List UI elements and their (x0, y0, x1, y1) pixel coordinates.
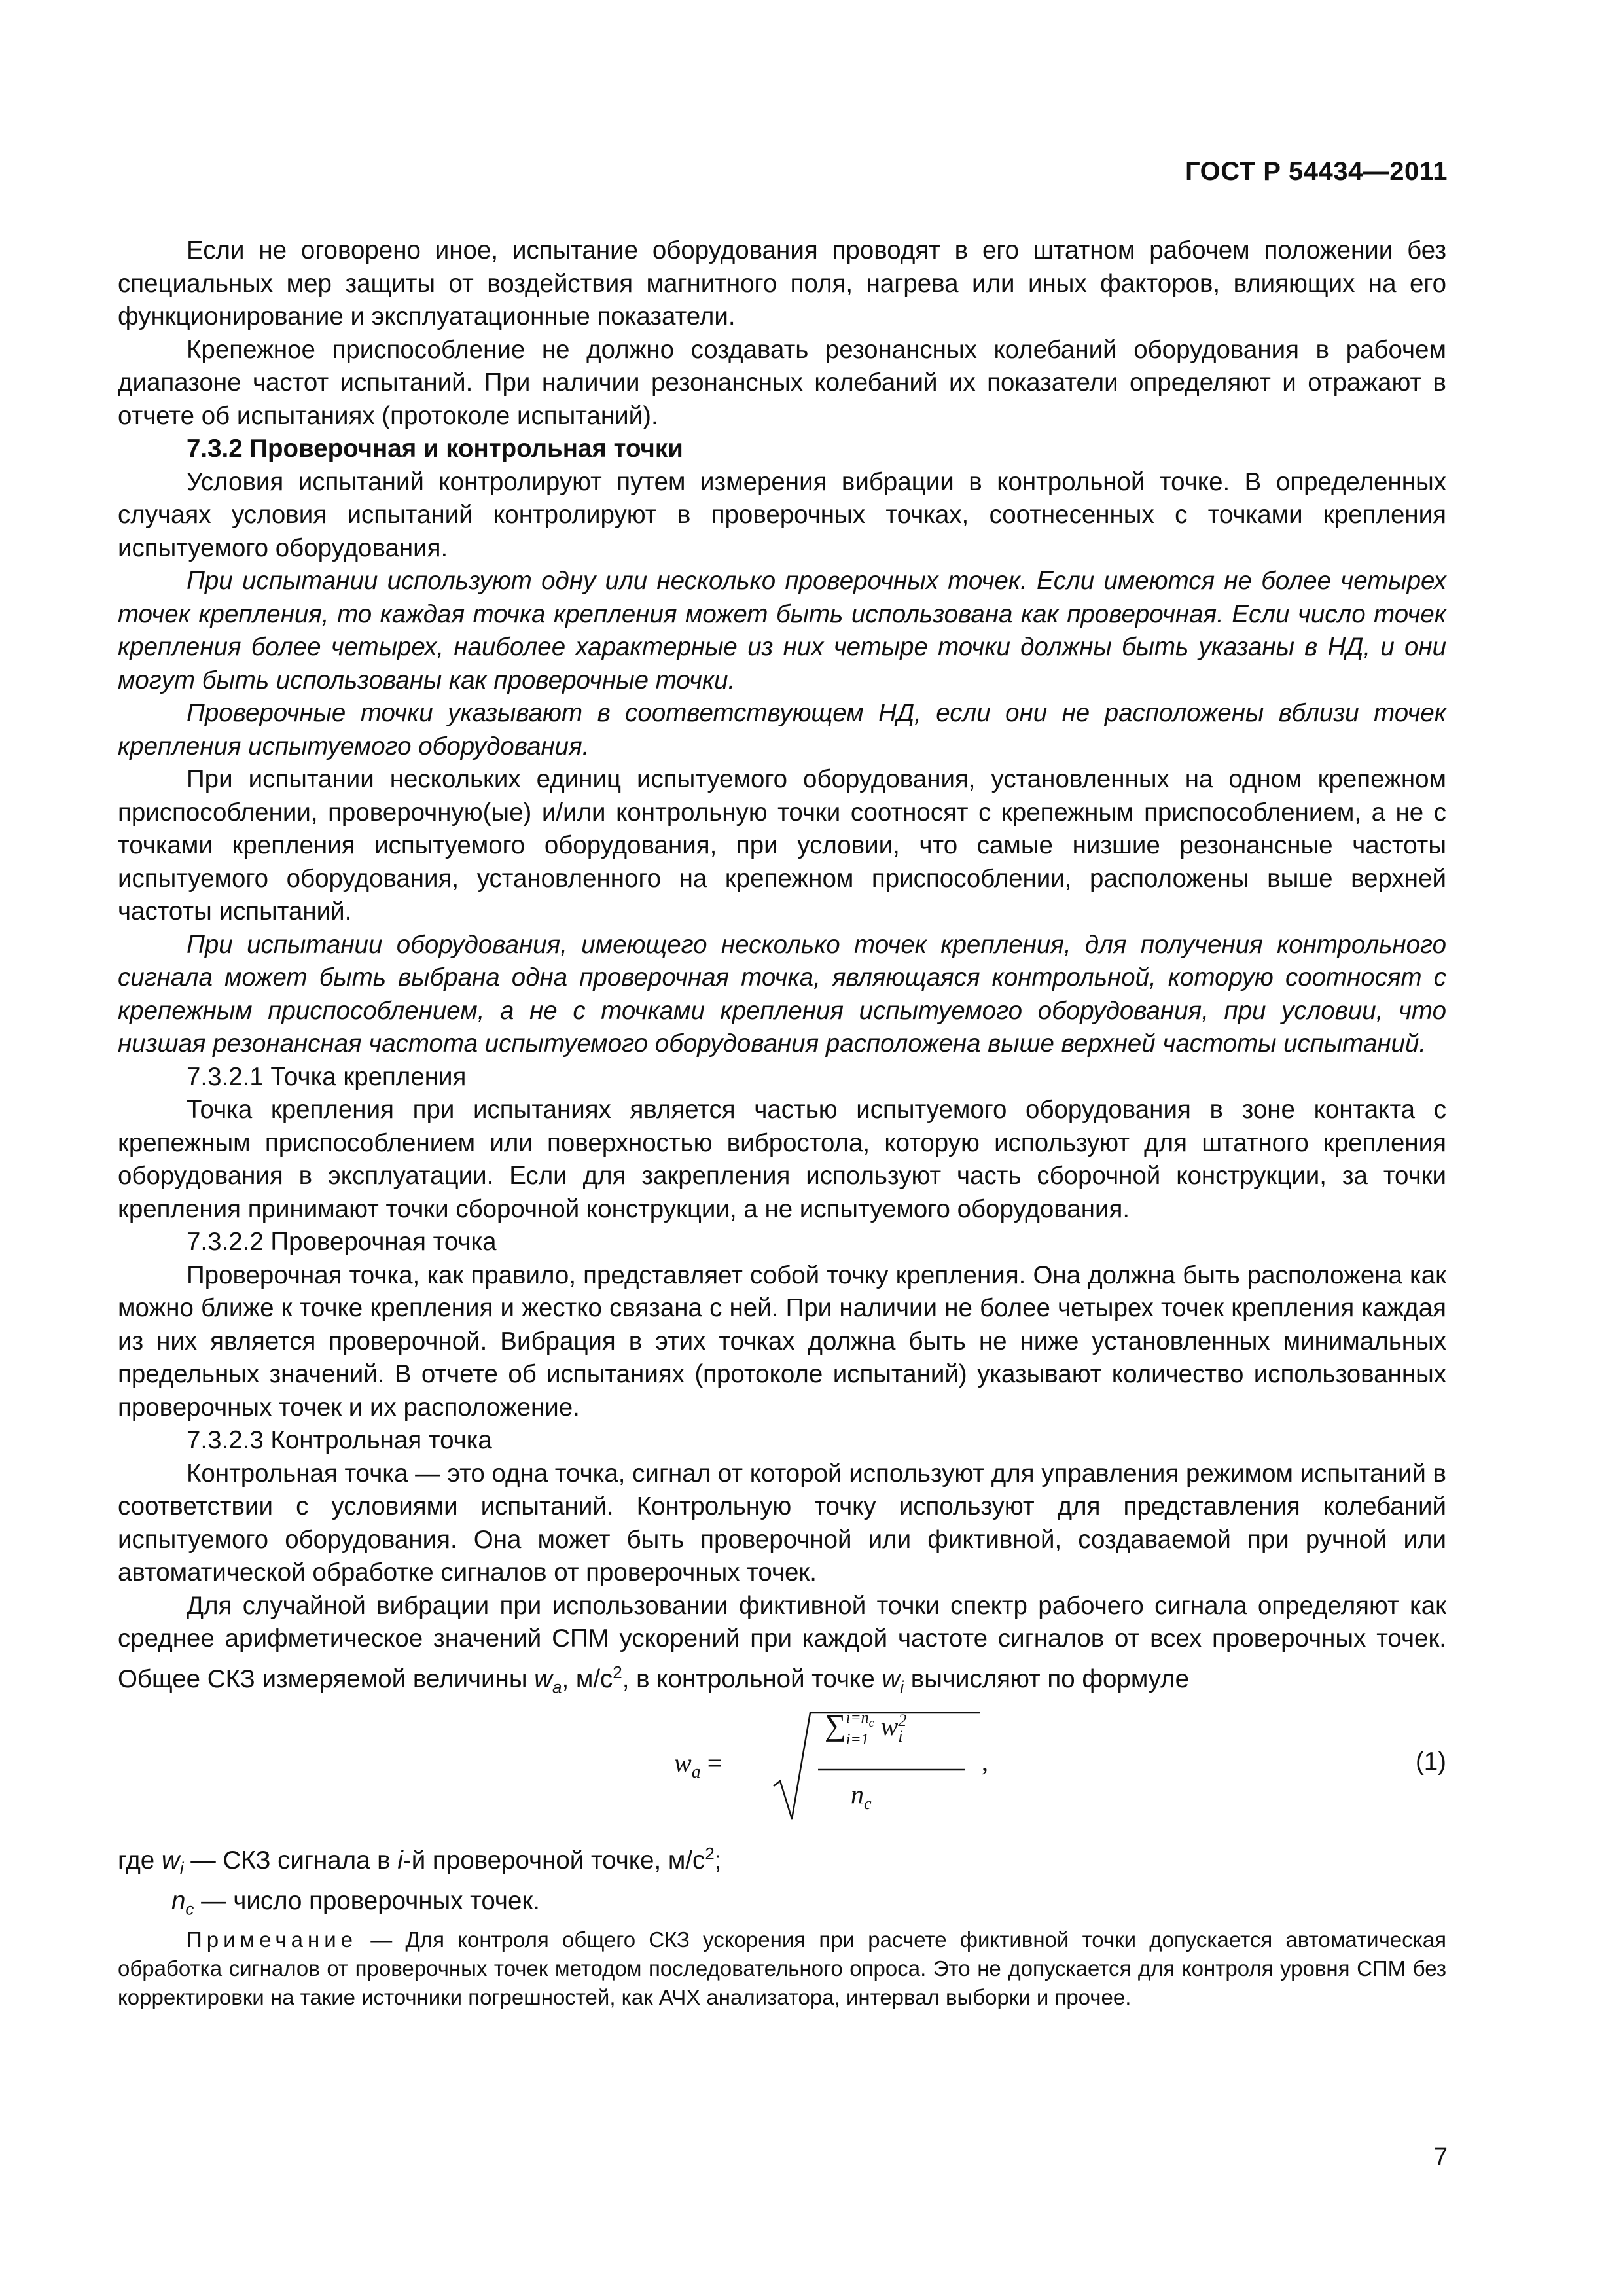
paragraph: Точка крепления при испытаниях является частью испытуемого оборудования в зоне контакта с крепежным приспособлением или поверхностью вибростола, которую используют для штатного крепления оборудования в эксплуатации. Если для закрепления используют часть сборочной конструкции, за точки крепления принимают точки сборочной конструкции, а не испытуемого оборудования. (118, 1096, 1446, 1223)
paragraph: Условия испытаний контролируют путем измерения вибрации в контрольной точке. В определенных случаях условия испытаний контролируют в проверочных точках, соотнесенных с точками крепления испытуемого оборудования. (118, 467, 1446, 562)
unit-exponent: 2 (613, 1662, 622, 1682)
text-fragment: — СКЗ сигнала в (183, 1846, 398, 1874)
paragraph-italic: Проверочные точки указывают в соответствующем НД, если они не расположены вблизи точек крепления испытуемого оборудования. (118, 699, 1446, 761)
term-exponent: 2 (898, 1711, 907, 1731)
sum-lower-limit: i=1 (846, 1731, 869, 1748)
formula-1 (118, 1708, 1446, 1832)
formula-comma: , (982, 1746, 988, 1776)
text-fragment: , в контрольной точке (622, 1664, 875, 1693)
unit-text: , м/с (562, 1664, 613, 1693)
equation-number: (1) (1415, 1747, 1446, 1776)
text-fragment: -й проверочной точке, м/с (402, 1846, 705, 1874)
den-var: n (851, 1779, 864, 1809)
var-n: n (171, 1886, 186, 1915)
where-clause-2 (118, 1885, 1446, 1926)
formula-lhs (674, 1747, 722, 1789)
subsection-heading-7-3-2-2: 7.3.2.2 Проверочная точка (187, 1228, 497, 1256)
formula-lhs-var: w (674, 1748, 692, 1778)
paragraph-with-formula-intro (118, 1590, 1446, 1704)
where-prefix: где (118, 1846, 155, 1874)
paragraph: Если не оговорено иное, испытание оборудования проводят в его штатном рабочем положении без специальных мер защиты от воздействия магнитного поля, нагрева или иных факторов, влияющих на его функционирование и эксплуатационные показатели. (118, 236, 1446, 331)
var-w: w (882, 1664, 901, 1693)
var-sub-i: i (179, 1858, 184, 1878)
sum-symbol: ∑ (825, 1708, 846, 1742)
var-w: w (161, 1846, 180, 1874)
paragraph: Крепежное приспособление не должно создавать резонансных колебаний оборудования в рабочем диапазоне частот испытаний. При наличии резонансных колебаний их показатели определяют и отражают в отчете об испытаниях (протоколе испытаний). (118, 335, 1446, 430)
paragraph: Контрольная точка — это одна точка, сигнал от которой используют для управления режимом испытаний в соответствии с условиями испытаний. Контрольную точку используют для представления колебаний испытуемого оборудования. Она может быть проверочной или фиктивной, создаваемой при ручной или автоматической обработке сигналов от проверочных точек. (118, 1459, 1446, 1587)
paragraph-italic: При испытании используют одну или несколько проверочных точек. Если имеются не более четырех точек крепления, то каждая точка крепления может быть использована как проверочная. Если число точек крепления более четырех, наиболее характерные из них четыре точки должны быть указаны в НД, и они могут быть использованы как проверочные точки. (118, 567, 1446, 694)
formula-denominator (851, 1778, 872, 1821)
page-number: 7 (1433, 2144, 1448, 2171)
formula-intro-text: Для случайной вибрации при использовании фиктивной точки спектр рабочего сигнала определяют как среднее арифметическое значений СПМ ускорений при каждой частоте сигналов от всех проверочных точек. Общее СКЗ измеряемой величины (118, 1591, 1446, 1693)
text-fragment: ; (714, 1846, 722, 1874)
var-sub-a: a (552, 1677, 562, 1697)
section-heading-7-3-2: 7.3.2 Проверочная и контрольная точки (187, 435, 683, 463)
subsection-heading-7-3-2-3: 7.3.2.3 Контрольная точка (187, 1426, 492, 1454)
var-i: i (397, 1846, 403, 1874)
sum-upper-limit (846, 1710, 874, 1727)
formula-lhs-sub: a (691, 1761, 701, 1782)
sum-upper-sub: c (868, 1715, 874, 1729)
text-fragment: — число проверочных точек. (194, 1886, 540, 1915)
note-text: — Для контроля общего СКЗ ускорения при расчете фиктивной точки допускается автоматическая обработка сигналов от проверочных точек методом последовательного опроса. Это не допускается для контроля уровня СПМ без корректировки на такие источники погрешностей, как АЧХ анализатора, интервал выборки и прочее. (118, 1927, 1446, 2009)
standard-code-header: ГОСТ Р 54434—2011 (1185, 157, 1448, 186)
sum-upper: i=n (846, 1709, 869, 1727)
var-sub-i: i (900, 1677, 904, 1697)
unit-exponent: 2 (705, 1843, 715, 1863)
term-w: w (880, 1711, 899, 1741)
note-label: Примечание (187, 1927, 358, 1952)
den-sub: c (864, 1793, 872, 1813)
paragraph: Проверочная точка, как правило, представляет собой точку крепления. Она должна быть расположена как можно ближе к точке крепления и жестко связана с ней. При наличии не более четырех точек крепления каждая из них является проверочной. Вибрация в этих точках должна быть не ниже установленных минимальных предельных значений. В отчете об испытаниях (протоколе испытаний) указывают количество использованных проверочных точек и их расположение. (118, 1261, 1446, 1422)
paragraph-italic: При испытании оборудования, имеющего несколько точек крепления, для получения контрольного сигнала может быть выбрана одна проверочная точка, являющаяся контрольной, которую соотносят с крепежным приспособлением, а не с точками крепления испытуемого оборудования, при условии, что низшая резонансная частота испытуемого оборудования расположена выше верхней частоты испытаний. (118, 930, 1446, 1058)
paragraph: При испытании нескольких единиц испытуемого оборудования, установленных на одном крепежном приспособлении, проверочную(ые) и/или контрольную точки соотносят с крепежным приспособлением, а не с точками крепления испытуемого оборудования, при условии, что самые низшие резонансные частоты испытуемого оборудования, установленного на крепежном приспособлении, расположены выше верхней частоты испытаний. (118, 765, 1446, 925)
body-text (118, 234, 1446, 2012)
var-w: w (534, 1664, 553, 1693)
note (118, 1926, 1446, 2012)
formula-numerator (825, 1709, 906, 1748)
var-sub-c: c (185, 1899, 194, 1919)
text-fragment: вычисляют по формуле (904, 1664, 1190, 1693)
term-subscript: i (898, 1727, 903, 1746)
where-clause (118, 1837, 1446, 1885)
equals-sign: = (707, 1748, 722, 1778)
subsection-heading-7-3-2-1: 7.3.2.1 Точка крепления (187, 1062, 467, 1091)
